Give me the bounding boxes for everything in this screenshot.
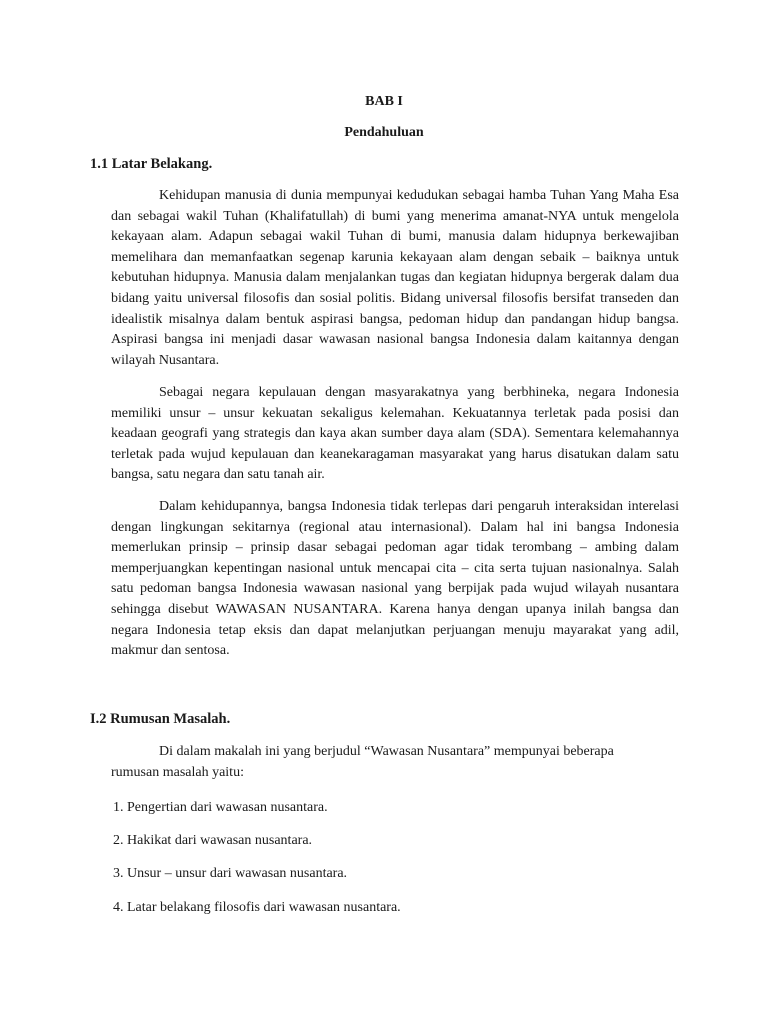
list-item: 3. Unsur – unsur dari wawasan nusantara. [113,866,348,881]
paragraph-3: Dalam kehidupannya, bangsa Indonesia tidak terlepas dari pengaruh interaksidan interelasi dengan lingkungan sekitarnya (regional atau internasional). Dalam hal ini bangsa Indonesia memerlukan prinsip – prinsip dasar sebagai pedoman agar tidak terombang – ambing dalam memperjuangkan kepentingan nasional untuk mencapai cita – cita serta tujuan nasionalnya. Salah satu pedoman bangsa Indonesia wawasan nasional yang berpijak pada wujud wilayah nusantara sehingga disebut WAWASAN NUSANTARA. Karena hanya dengan upanya inilah bangsa dan negara Indonesia tetap eksis dan dapat melanjutkan perjuangan menuju mayarakat yang adil, makmur dan sentosa. [111,499,679,659]
list-item: 1. Pengertian dari wawasan nusantara. [113,800,328,815]
paragraph-2: Sebagai negara kepulauan dengan masyarakatnya yang berbhineka, negara Indonesia memiliki unsur – unsur kekuatan sekaligus kelemahan. Kekuatannya terletak pada posisi dan keadaan geografi yang strategis dan kaya akan sumber daya alam (SDA). Sementara kelemahannya terletak pada wujud kepulauan dan keanekaragaman masyarakat yang harus disatukan dalam satu bangsa, satu negara dan satu tanah air. [111,385,679,483]
paragraph-1: Kehidupan manusia di dunia mempunyai kedudukan sebagai hamba Tuhan Yang Maha Esa dan sebagai wakil Tuhan (Khalifatullah) di bumi yang menerima amanat-NYA untuk mengelola kekayaan alam. Adapun sebagai wakil Tuhan di bumi, manusia dalam hidupnya berkewajiban memelihara dan memanfaatkan segenap karunia kekayaan alam dengan sebaik – baiknya untuk kebutuhan hidupnya. Manusia dalam menjalankan tugas dan kegiatan hidupnya bergerak dalam dua bidang yaitu universal filosofis dan sosial politis. Bidang universal filosofis bersifat transeden dan idealistik misalnya dalam bentuk aspirasi bangsa, pedoman hidup dan pandangan hidup bangsa. Aspirasi bangsa ini menjadi dasar wawasan nasional bangsa Indonesia dalam kaitannya dengan wilayah Nusantara. [111,188,679,368]
list-item: 4. Latar belakang filosofis dari wawasan nusantara. [113,900,401,915]
section-heading-latar-belakang: 1.1 Latar Belakang. [90,156,213,172]
section-heading-rumusan-masalah: I.2 Rumusan Masalah. [90,711,231,727]
list-item: 2. Hakikat dari wawasan nusantara. [113,833,313,848]
chapter-label: BAB I [365,94,403,109]
rumusan-intro: Di dalam makalah ini yang berjudul “Wawasan Nusantara” mempunyai beberapa rumusan masalah yaitu: [111,744,614,780]
chapter-title: Pendahuluan [344,125,424,140]
